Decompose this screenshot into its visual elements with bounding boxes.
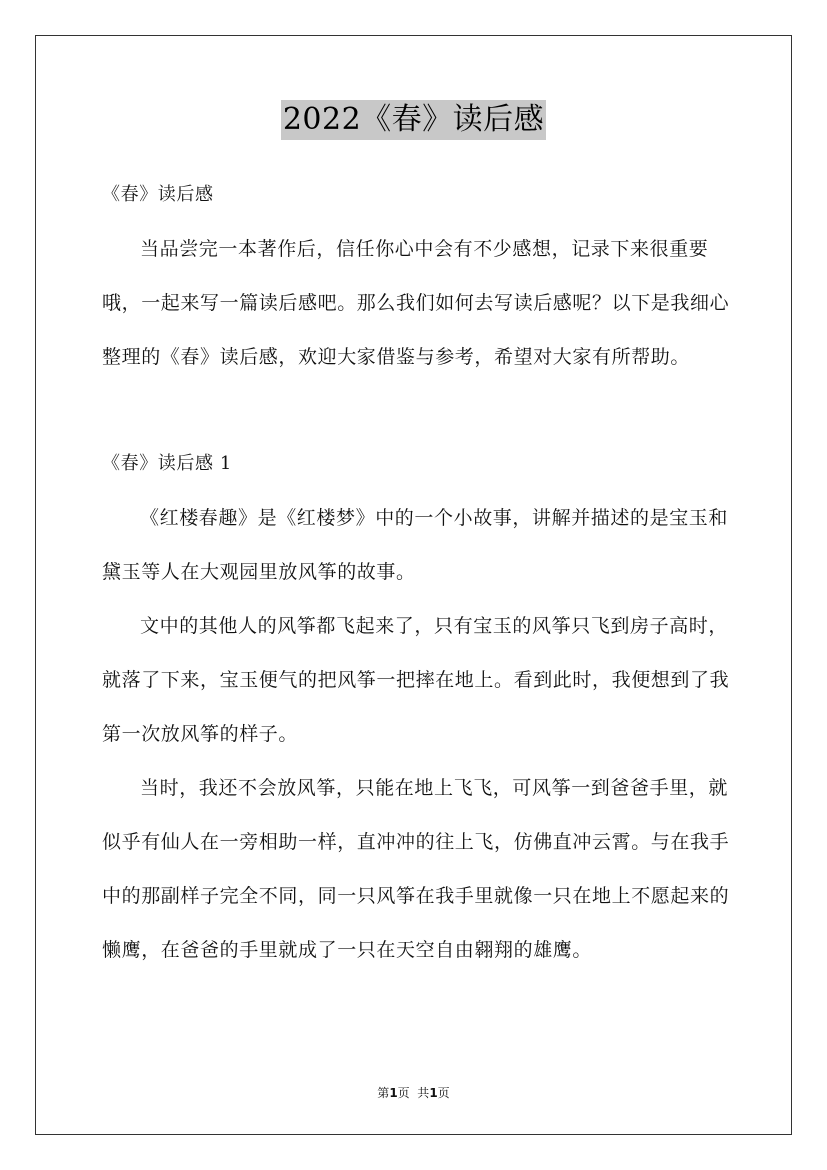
footer-page-suffix: 页 [437, 1086, 450, 1100]
document-body [102, 168, 738, 977]
title-wrap [0, 100, 827, 140]
document-title: 2022《春》读后感 [281, 100, 546, 140]
footer-page-current: 1 [389, 1086, 398, 1100]
section-spacer [102, 384, 738, 437]
section1-paragraph-2: 文中的其他人的风筝都飞起来了，只有宝玉的风筝只飞到房子高时，就落了下来，宝玉便气的把风筝一把摔在地上。看到此时，我便想到了我第一次放风筝的样子。 [102, 615, 730, 745]
intro-paragraph: 当品尝完一本著作后，信任你心中会有不少感想，记录下来很重要哦，一起来写一篇读后感吧。那么我们如何去写读后感呢？以下是我细心整理的《春》读后感，欢迎大家借鉴与参考，希望对大家有所帮助。 [102, 238, 730, 368]
section1-paragraph-3: 当时，我还不会放风筝，只能在地上飞飞，可风筝一到爸爸手里，就似乎有仙人在一旁相助一样，直冲冲的往上飞，仿佛直冲云霄。与在我手中的那副样子完全不同，同一只风筝在我手里就像一只在地上不愿起来的懒鹰，在爸爸的手里就成了一只在天空自由翱翔的雄鹰。 [102, 777, 730, 961]
page-footer [0, 1084, 827, 1101]
section1-heading: 《春》读后感 1 [102, 453, 232, 474]
footer-page-mid: 页 共 [397, 1086, 430, 1100]
footer-page-prefix: 第 [377, 1086, 390, 1100]
intro-heading: 《春》读后感 [102, 184, 214, 205]
footer-page-total: 1 [429, 1086, 438, 1100]
section1-paragraph-1: 《红楼春趣》是《红楼梦》中的一个小故事，讲解并描述的是宝玉和黛玉等人在大观园里放风筝的故事。 [102, 507, 729, 583]
